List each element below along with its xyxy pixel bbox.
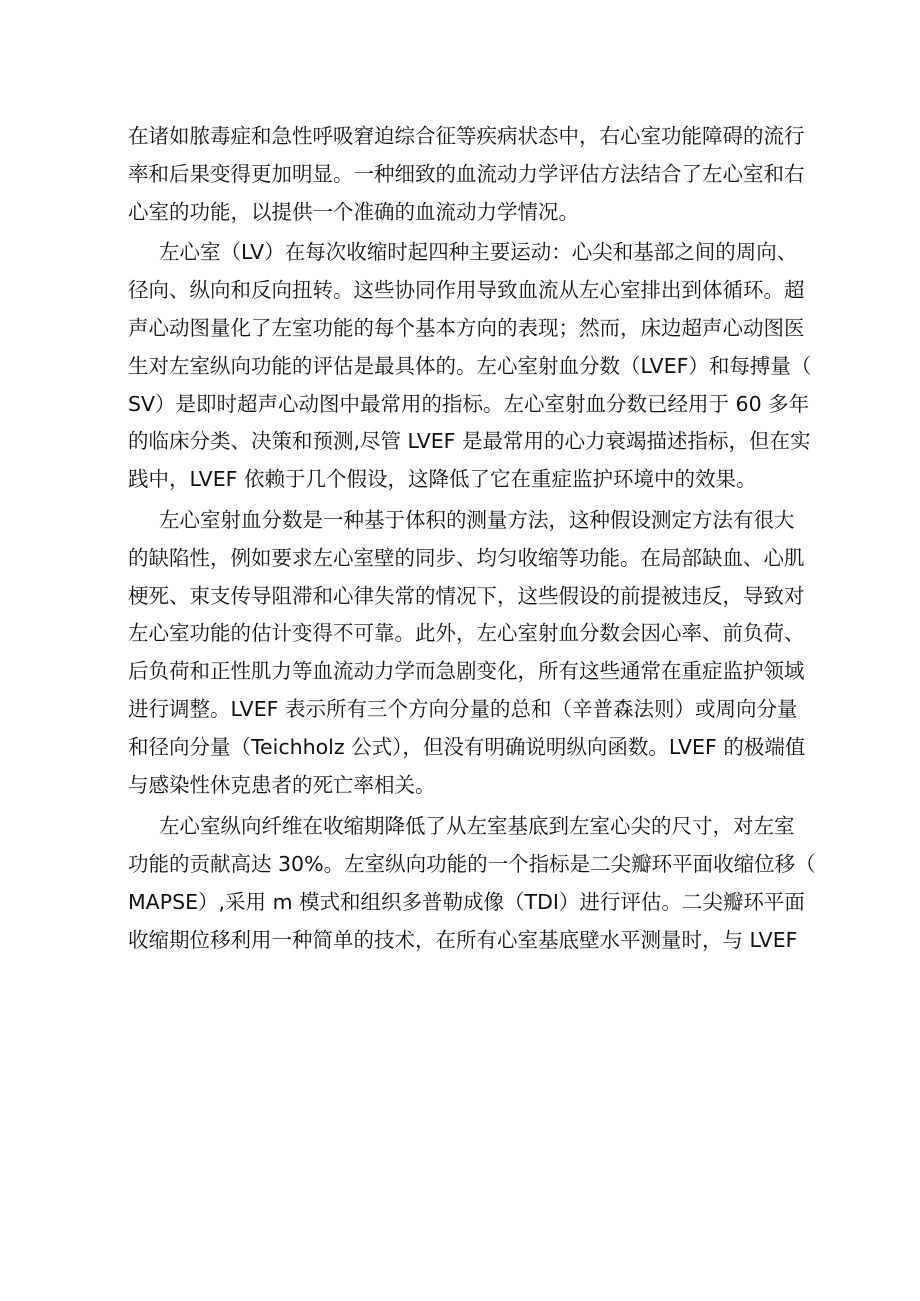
text-line: 左心室（LV）在每次收缩时起四种主要运动：心尖和基部之间的周向、 [159, 240, 798, 265]
text-line: 的缺陷性，例如要求左心室壁的同步、均匀收缩等功能。在局部缺血、心肌 [128, 545, 805, 570]
text-line: 与感染性休克患者的死亡率相关。 [128, 772, 436, 797]
document-body [128, 118, 816, 960]
text-line: MAPSE）,采用 m 模式和组织多普勒成像（TDI）进行评估。二尖瓣环平面 [128, 889, 805, 914]
text-line: 率和后果变得更加明显。一种细致的血流动力学评估方法结合了左心室和右 [128, 161, 805, 186]
text-line: 左心室功能的估计变得不可靠。此外，左心室射血分数会因心率、前负荷、 [128, 621, 805, 646]
text-line: 左心室纵向纤维在收缩期降低了从左室基底到左室心尖的尺寸，对左室 [159, 814, 795, 839]
text-line: 后负荷和正性肌力等血流动力学而急剧变化，所有这些通常在重症监护领域 [128, 659, 805, 684]
text-line: 左心室射血分数是一种基于体积的测量方法，这种假设测定方法有很大 [159, 507, 795, 532]
text-line: SV）是即时超声心动图中最常用的指标。左心室射血分数已经用于 60 多年 [128, 391, 810, 416]
paragraph-1 [128, 118, 805, 231]
text-line: 和径向分量（Teichholz 公式），但没有明确说明纵向函数。LVEF 的极端值 [128, 734, 806, 759]
text-line: 践中，LVEF 依赖于几个假设，这降低了它在重症监护环境中的效果。 [128, 467, 757, 492]
paragraph-2 [128, 234, 812, 499]
text-line: 梗死、束支传导阻滞和心律失常的情况下，这些假设的前提被违反，导致对 [128, 583, 805, 608]
text-line: 声心动图量化了左室功能的每个基本方向的表现；然而，床边超声心动图医 [128, 315, 805, 340]
paragraph-3 [128, 502, 806, 804]
text-line: 生对左室纵向功能的评估是最具体的。左心室射血分数（LVEF）和每搏量（ [128, 353, 812, 378]
text-line: 在诸如脓毒症和急性呼吸窘迫综合征等疾病状态中，右心室功能障碍的流行 [128, 124, 805, 148]
text-line: 收缩期位移利用一种简单的技术，在所有心室基底壁水平测量时，与 LVEF [128, 927, 798, 952]
text-line: 心室的功能，以提供一个准确的血流动力学情况。 [128, 199, 579, 224]
text-line: 进行调整。LVEF 表示所有三个方向分量的总和（辛普森法则）或周向分量 [128, 696, 798, 721]
paragraph-4 [128, 808, 816, 959]
text-line: 功能的贡献高达 30%。左室纵向功能的一个指标是二尖瓣环平面收缩位移（ [128, 852, 816, 877]
text-line: 径向、纵向和反向扭转。这些协同作用导致血流从左心室排出到体循环。超 [128, 278, 805, 303]
text-line: 的临床分类、决策和预测,尽管 LVEF 是最常用的心力衰竭描述指标，但在实 [128, 429, 811, 454]
